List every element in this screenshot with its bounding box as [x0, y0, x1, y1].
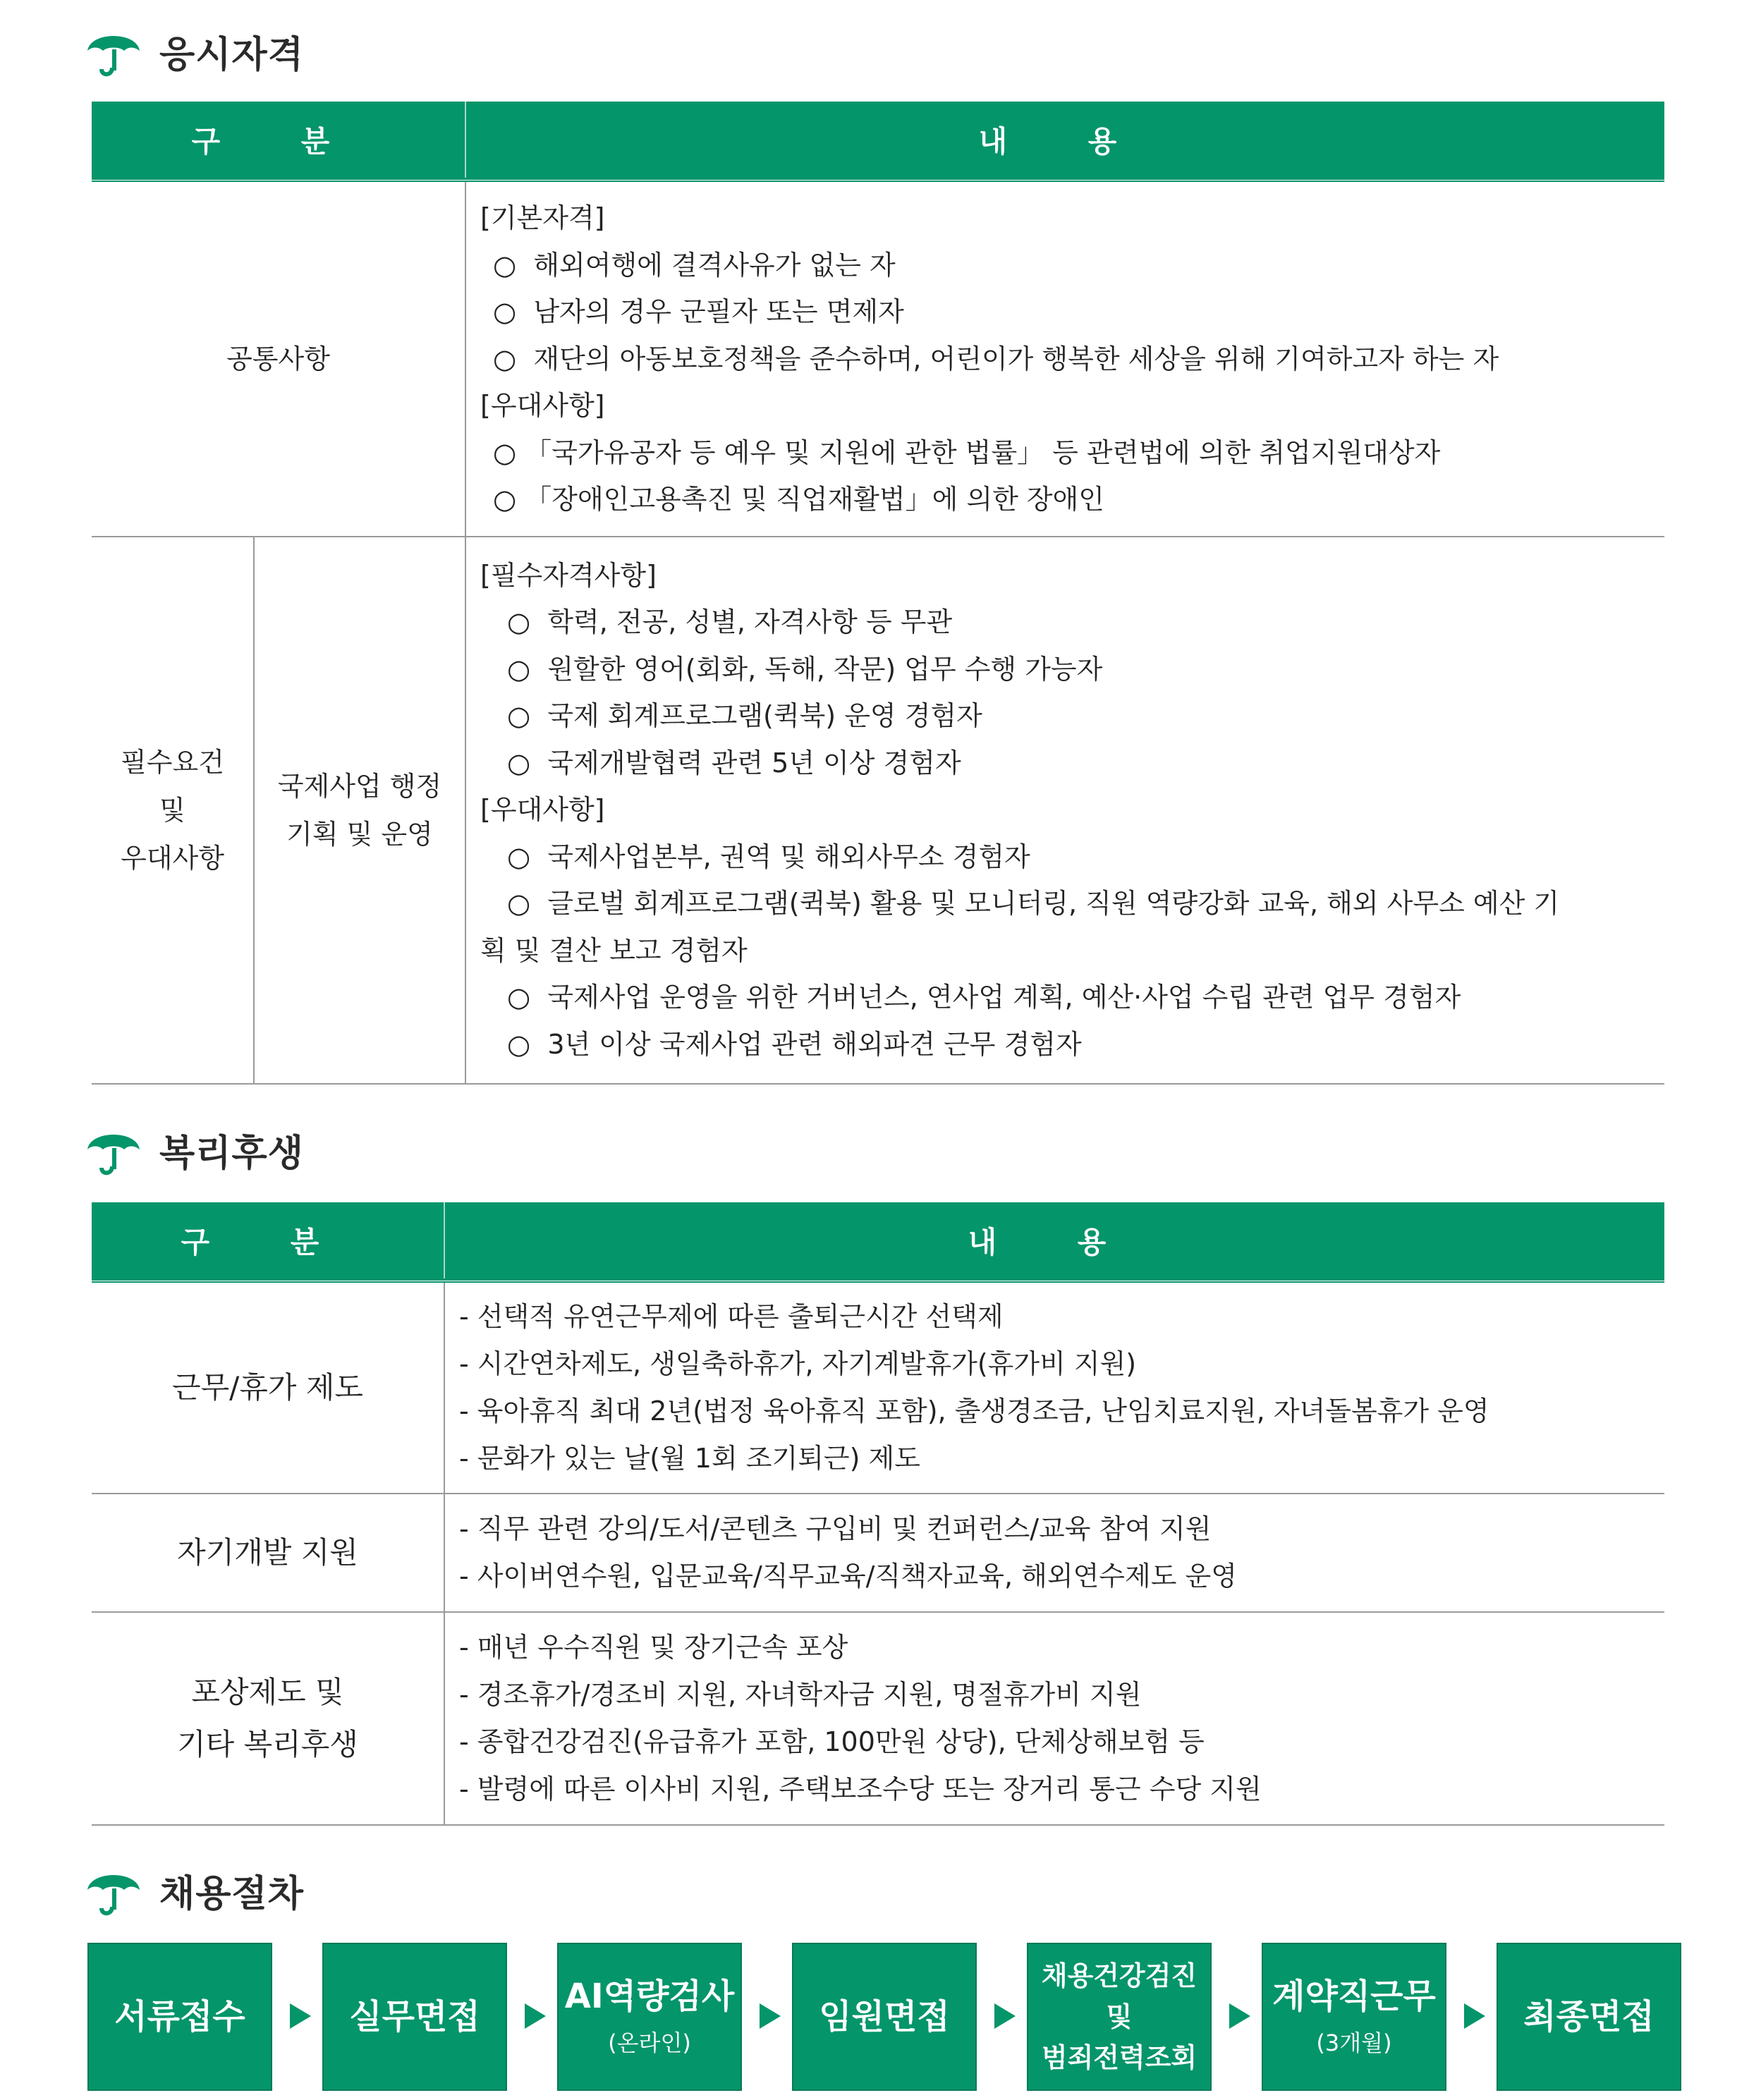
- step-label: 실무면접: [349, 1997, 480, 2037]
- arrow-right-icon: [290, 2003, 311, 2029]
- arrow-right-icon: [1464, 2003, 1485, 2029]
- umbrella-icon: [85, 1862, 142, 1918]
- table-row: [92, 1612, 1664, 1825]
- content-bullet: - 사이버연수원, 입문교육/직무교육/직책자교육, 해외연수제도 운영: [459, 1561, 1237, 1592]
- step-label: 임원면접: [819, 1997, 950, 2037]
- content-bullet: - 직무 관련 강의/도서/콘텐츠 구입비 및 컨퍼런스/교육 참여 지원: [459, 1513, 1212, 1544]
- content-bullet: ○ 학력, 전공, 성별, 자격사항 등 무관: [507, 606, 953, 638]
- step-sub-label: (온라인): [608, 2029, 691, 2056]
- procedure-step: [1497, 1943, 1681, 2091]
- step-label: 서류접수: [114, 1997, 245, 2037]
- welfare-table: [92, 1202, 1664, 1826]
- label-line: 및: [159, 794, 185, 826]
- header-category: 구 분: [92, 102, 465, 180]
- common-label: 공통사항: [92, 180, 465, 537]
- content-bullet: - 경조휴가/경조비 지원, 자녀학자금 지원, 명절휴가비 지원: [459, 1679, 1142, 1710]
- section-title-text: 복리후생: [159, 1132, 304, 1175]
- label-line: 필수요건: [121, 746, 224, 778]
- content-heading: [필수자격사항]: [480, 559, 657, 591]
- qualifications-table: [92, 102, 1664, 1085]
- procedure-step: [557, 1943, 742, 2091]
- content-bullet: - 선택적 유연근무제에 따른 출퇴근시간 선택제: [459, 1301, 1004, 1332]
- procedure-step: [322, 1943, 507, 2091]
- common-content: [465, 180, 1664, 537]
- content-bullet: ○ 「국가유공자 등 예우 및 지원에 관한 법률」 등 관련법에 의한 취업지원대상자: [493, 437, 1441, 468]
- procedure-step: [1027, 1943, 1212, 2091]
- welfare-content: [444, 1612, 1664, 1825]
- step-label: 채용건강검진 및 범죄전력조회: [1041, 1960, 1198, 2073]
- table-row: [92, 1281, 1664, 1494]
- umbrella-icon: [85, 23, 142, 79]
- required-sub-label: [254, 537, 465, 1084]
- welfare-category: [92, 1494, 444, 1612]
- label-line: 기타 복리후생: [177, 1727, 358, 1762]
- arrow-right-icon: [1229, 2003, 1250, 2029]
- content-bullet: ○ 3년 이상 국제사업 관련 해외파견 근무 경험자: [507, 1028, 1082, 1060]
- content-bullet: - 육아휴직 최대 2년(법정 육아휴직 포함), 출생경조금, 난임치료지원, 자녀돌봄휴가 운영: [459, 1396, 1489, 1427]
- step-label: AI역량검사: [564, 1977, 735, 2016]
- required-content: [465, 537, 1664, 1084]
- header-category: 구 분: [92, 1202, 444, 1281]
- procedure-step: [792, 1943, 977, 2091]
- label-line: 근무/휴가 제도: [172, 1370, 363, 1405]
- umbrella-icon: [85, 1121, 142, 1178]
- section-title-procedure: [85, 1862, 304, 1918]
- arrow-right-icon: [760, 2003, 781, 2029]
- content-bullet: - 종합건강검진(유급휴가 포함, 100만원 상당), 단체상해보험 등: [459, 1726, 1205, 1757]
- content-heading: [기본자격]: [480, 202, 605, 233]
- arrow-right-icon: [525, 2003, 546, 2029]
- welfare-content: [444, 1281, 1664, 1494]
- content-bullet: ○ 해외여행에 결격사유가 없는 자: [493, 249, 896, 281]
- content-bullet: - 매년 우수직원 및 장기근속 포상: [459, 1632, 848, 1663]
- content-bullet: ○ 남자의 경우 군필자 또는 면제자: [493, 296, 904, 327]
- section-title-text: 응시자격: [159, 33, 304, 76]
- content-bullet: ○ 「장애인고용촉진 및 직업재활법」에 의한 장애인: [493, 484, 1105, 515]
- content-bullet: - 발령에 따른 이사비 지원, 주택보조수당 또는 장거리 통근 수당 지원: [459, 1774, 1262, 1805]
- step-label: 최종면접: [1523, 1997, 1654, 2037]
- label-line: 포상제도 및: [191, 1675, 344, 1709]
- section-title-qualifications: [85, 23, 304, 79]
- welfare-category: [92, 1281, 444, 1494]
- content-heading: 획 및 결산 보고 경험자: [480, 934, 748, 966]
- procedure-step: [1262, 1943, 1446, 2091]
- welfare-content: [444, 1494, 1664, 1612]
- header-content: 내 용: [444, 1202, 1664, 1281]
- procedure-step: [87, 1943, 272, 2091]
- label-line: 기획 및 운영: [286, 818, 433, 850]
- content-bullet: ○ 국제 회계프로그램(퀵북) 운영 경험자: [507, 700, 982, 732]
- content-bullet: ○ 글로벌 회계프로그램(퀵북) 활용 및 모니터링, 직원 역량강화 교육, 해외 사무소 예산 기: [507, 888, 1560, 920]
- content-bullet: ○ 원할한 영어(회화, 독해, 작문) 업무 수행 가능자: [507, 653, 1103, 685]
- content-heading: [우대사항]: [480, 390, 605, 421]
- step-sub-label: (3개월): [1316, 2029, 1392, 2056]
- arrow-right-icon: [994, 2003, 1016, 2029]
- header-content: 내 용: [465, 102, 1664, 180]
- welfare-category: [92, 1612, 444, 1825]
- step-label: 계약직근무: [1272, 1977, 1436, 2016]
- content-bullet: - 시간연차제도, 생일축하휴가, 자기계발휴가(휴가비 지원): [459, 1348, 1137, 1379]
- content-heading: [우대사항]: [480, 794, 605, 826]
- content-bullet: - 문화가 있는 날(월 1회 조기퇴근) 제도: [459, 1443, 920, 1474]
- procedure-flow: [87, 1943, 1678, 2091]
- content-bullet: ○ 국제사업 운영을 위한 거버넌스, 연사업 계획, 예산·사업 수립 관련 업무 경험자: [507, 982, 1461, 1013]
- content-bullet: ○ 국제사업본부, 권역 및 해외사무소 경험자: [507, 841, 1030, 872]
- label-line: 자기개발 지원: [177, 1535, 358, 1570]
- content-bullet: ○ 재단의 아동보호정책을 준수하며, 어린이가 행복한 세상을 위해 기여하고자 하는 자: [493, 343, 1499, 374]
- label-line: 우대사항: [121, 842, 224, 874]
- table-row: [92, 1494, 1664, 1612]
- label-line: 국제사업 행정: [277, 770, 442, 802]
- required-label: [92, 537, 254, 1084]
- section-title-welfare: [85, 1121, 304, 1178]
- content-bullet: ○ 국제개발협력 관련 5년 이상 경험자: [507, 747, 961, 779]
- section-title-text: 채용절차: [159, 1872, 304, 1915]
